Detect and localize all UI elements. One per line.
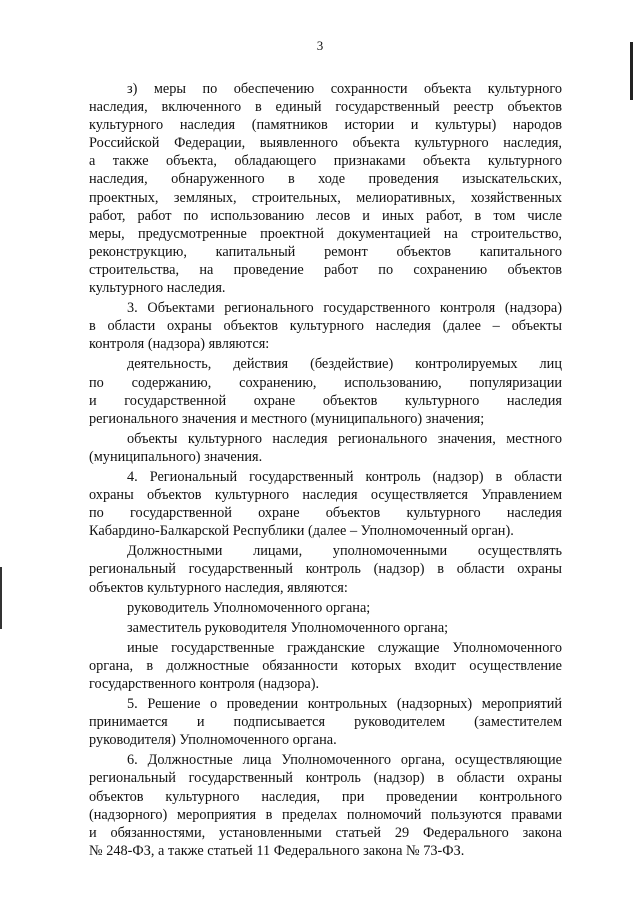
text-line: региональный государственный контроль (надзор) в области охраны — [89, 561, 562, 578]
text-line: органа, в должностные обязанности которых входит осуществление — [89, 657, 562, 674]
text-line: регионального значения и местного (муниципального) значения; — [89, 410, 485, 427]
text-line: по содержанию, сохранению, использованию, популяризации — [89, 374, 562, 391]
text-line: работ, работ по использованию лесов и иных работ, в том числе — [89, 207, 562, 224]
text-line: заместитель руководителя Уполномоченного органа; — [127, 619, 449, 636]
text-line: 6. Должностные лица Уполномоченного органа, осуществляющие — [127, 752, 562, 769]
document-body — [89, 80, 562, 860]
text-line: в области охраны объектов культурного наследия (далее – объекты — [89, 318, 562, 335]
text-line: по государственной охране объектов культурного наследия — [89, 505, 562, 522]
text-line: и обязанностями, установленными статьей 29 Федерального закона — [89, 824, 562, 841]
text-line: государственного контроля (надзора). — [89, 676, 320, 692]
text-line: объектов культурного наследия, при проведении контрольного — [89, 788, 562, 805]
text-line: наследия, включенного в единый государственный реестр объектов — [89, 99, 562, 116]
text-line: Кабардино-Балкарской Республики (далее – Уполномоченный орган). — [89, 523, 514, 540]
text-line: и государственной охране объектов культурного наследия — [89, 392, 562, 409]
text-line: принимается и подписывается руководителем (заместителем — [89, 714, 562, 731]
text-line: (муниципального) значения. — [89, 448, 263, 465]
text-line: объекты культурного наследия регионального значения, местного — [127, 430, 562, 447]
text-line: Российской Федерации, выявленного объекта культурного наследия, — [89, 135, 562, 152]
text-line: а также объекта, обладающего признаками объекта культурного — [89, 153, 562, 170]
text-line: № 248-ФЗ, а также статьей 11 Федерального закона № 73-ФЗ. — [89, 842, 465, 859]
text-line: проектных, земляных, строительных, мелиоративных, хозяйственных — [89, 189, 562, 206]
scan-edge-mark-left — [0, 567, 2, 629]
text-line: иные государственные гражданские служащие Уполномоченного — [127, 639, 562, 656]
text-line: культурного наследия (памятников истории и культуры) народов — [89, 117, 562, 134]
text-line: реконструкцию, капитальный ремонт объектов капитального — [89, 243, 562, 260]
text-line: з) меры по обеспечению сохранности объекта культурного — [127, 81, 562, 97]
text-line: культурного наследия. — [89, 280, 226, 297]
text-line: меры, предусмотренные проектной документацией на строительство, — [89, 225, 562, 242]
page-number: 3 — [316, 38, 324, 53]
text-line: контроля (надзора) являются: — [89, 336, 270, 353]
text-line: руководителя) Уполномоченного органа. — [89, 732, 337, 749]
text-line: руководитель Уполномоченного органа; — [127, 599, 371, 616]
text-line: объектов культурного наследия, являются: — [89, 579, 348, 596]
text-line: региональный государственный контроль (надзор) в области охраны — [89, 770, 562, 787]
text-line: строительства, на проведение работ по сохранению объектов — [89, 261, 562, 278]
text-line: (надзорного) мероприятия в пределах полномочий пользуются правами — [89, 806, 562, 823]
text-line: наследия, обнаруженного в ходе проведения изыскательских, — [89, 171, 562, 188]
text-line: охраны объектов культурного наследия осуществляется Управлением — [89, 487, 562, 504]
text-line: деятельность, действия (бездействие) контролируемых лиц — [127, 356, 562, 373]
text-line: Должностными лицами, уполномоченными осуществлять — [127, 543, 562, 560]
text-line: 5. Решение о проведении контрольных (надзорных) мероприятий — [127, 696, 562, 713]
text-line: 3. Объектами регионального государственного контроля (надзора) — [127, 300, 562, 317]
text-line: 4. Региональный государственный контроль (надзор) в области — [127, 468, 562, 485]
